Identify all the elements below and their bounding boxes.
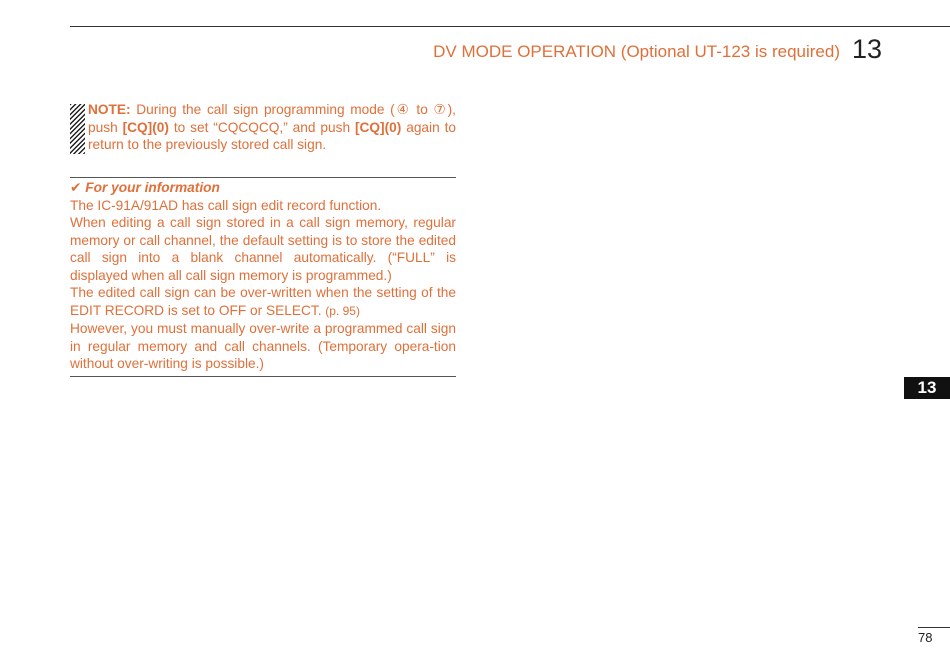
note-block bbox=[70, 101, 456, 154]
info-paragraph-1: The IC-91A/91AD has call sign edit record function. bbox=[70, 197, 382, 213]
chapter-number: 13 bbox=[852, 34, 883, 64]
note-text-part-1: During the call sign programming mode (④ to ⑦), push bbox=[88, 102, 456, 135]
chapter-title: DV MODE OPERATION (Optional UT-123 is required) bbox=[433, 42, 840, 61]
header-rule bbox=[70, 26, 950, 27]
cq-key-2: [CQ](0) bbox=[354, 119, 402, 135]
info-paragraph-4: However, you must manually over-write a programmed call sign in regular memory and call channels. (Temporary opera-tion without over-writing is possible.) bbox=[70, 321, 456, 371]
chapter-side-tab: 13 bbox=[904, 377, 950, 399]
page-number: 78 bbox=[918, 630, 933, 645]
note-text-part-2: to set “CQCQCQ,” and push bbox=[168, 119, 355, 135]
note-text-part-3: again to return to the previously stored call sign. bbox=[88, 119, 456, 152]
info-box bbox=[70, 177, 456, 377]
footer-rule bbox=[918, 627, 950, 628]
cq-key-1: [CQ](0) bbox=[122, 119, 169, 135]
info-heading: ✔ For your information bbox=[70, 180, 220, 195]
page-reference: (p. 95) bbox=[325, 303, 360, 318]
note-text bbox=[88, 101, 456, 154]
info-paragraph-3-text: The edited call sign can be over-written when the setting of the EDIT RECORD is set to OFF or SELECT. bbox=[70, 285, 456, 318]
note-hatch-icon bbox=[70, 104, 85, 154]
note-label: NOTE: bbox=[88, 102, 131, 117]
info-paragraph-2: When editing a call sign stored in a call sign memory, regular memory or call channel, the default setting is to store the edited call sign into a blank channel automatically. (“FULL” is displayed when all call sign memory is programmed.) bbox=[70, 215, 456, 283]
info-paragraph-3 bbox=[70, 284, 456, 320]
